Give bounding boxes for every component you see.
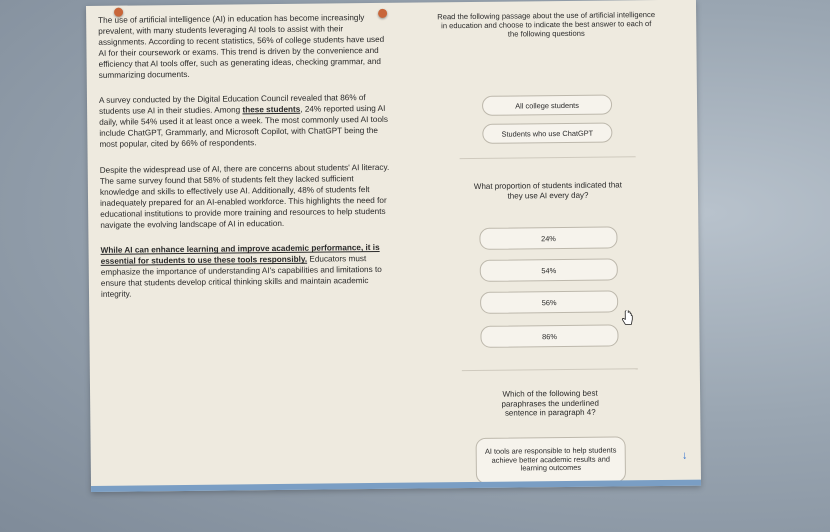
divider bbox=[462, 368, 638, 371]
divider bbox=[460, 156, 636, 159]
answer-option[interactable]: 86% bbox=[480, 324, 618, 347]
answer-option[interactable]: All college students bbox=[482, 94, 612, 115]
underlined-sentence: While AI can enhance learning and improve academic performance, it is essential for students to use these tools responsibly. bbox=[100, 243, 380, 267]
underlined-phrase: these students bbox=[242, 105, 301, 115]
paragraph-2-text: A survey conducted by the Digital Education Council revealed that 86% of students use AI in their studies. Among bbox=[98, 93, 366, 117]
answer-option[interactable]: 54% bbox=[480, 258, 618, 281]
hand-pointer-icon bbox=[621, 310, 633, 326]
paragraph-1: The use of artificial intelligence (AI) in education has become increasingly prevalent, with many students leveraging AI tools to assist with their assignments. According to recent statistics, 56% of college students have used AI for their coursework or exams. This trend is driven by the convenience and efficiency that AI tools offer, such as generating ideas, checking grammar, and summarizing documents. bbox=[98, 13, 385, 80]
questions-panel bbox=[406, 10, 686, 473]
question-3 bbox=[410, 388, 690, 420]
question-2 bbox=[408, 180, 688, 202]
instructions: Read the following passage about the use of artificial intelligence in education and choose to indicate the best answer to each of the following questions bbox=[437, 10, 656, 39]
answer-option[interactable]: AI tools are responsible to help students achieve better academic results and learning outcomes bbox=[476, 436, 626, 484]
answer-option[interactable]: 56% bbox=[480, 290, 618, 313]
question-2-text: What proportion of students indicated that they use AI every day? bbox=[473, 180, 622, 201]
paragraph-2-text-end: , 24% reported using AI daily, while 54% used it at least once a week. The most commonly used AI tools include ChatGPT, Grammarly, and Microsoft Copilot, with ChatGPT being the most popular, cited by 66% of respondents. bbox=[99, 104, 388, 149]
paragraph-3: Despite the widespread use of AI, there are concerns about students' AI literacy. The same survey found that 58% of students felt they lacked sufficient knowledge and skills to effectively use AI. Additionally, 48% of students felt inadequately prepared for an AI-enabled workforce. This highlights the need for educational institutions to provide more training and resources to help students navigate the evolving landscape of AI in education. bbox=[99, 162, 390, 230]
paragraph-4-text-end: Educators must emphasize the importance of understanding AI's capabilities and limitations to ensure that students develop critical thinking skills and maintain academic integrity. bbox=[100, 254, 382, 299]
answer-option[interactable]: 24% bbox=[479, 226, 617, 249]
question-3-text: Which of the following best paraphrases the underlined sentence in paragraph 4? bbox=[501, 388, 599, 418]
worksheet-page bbox=[86, 0, 701, 492]
passage bbox=[98, 13, 393, 316]
arrow-down-icon[interactable]: ↓ bbox=[681, 449, 688, 462]
paragraph-4 bbox=[101, 243, 394, 301]
answer-option[interactable]: Students who use ChatGPT bbox=[482, 122, 612, 143]
paragraph-2 bbox=[99, 93, 392, 151]
